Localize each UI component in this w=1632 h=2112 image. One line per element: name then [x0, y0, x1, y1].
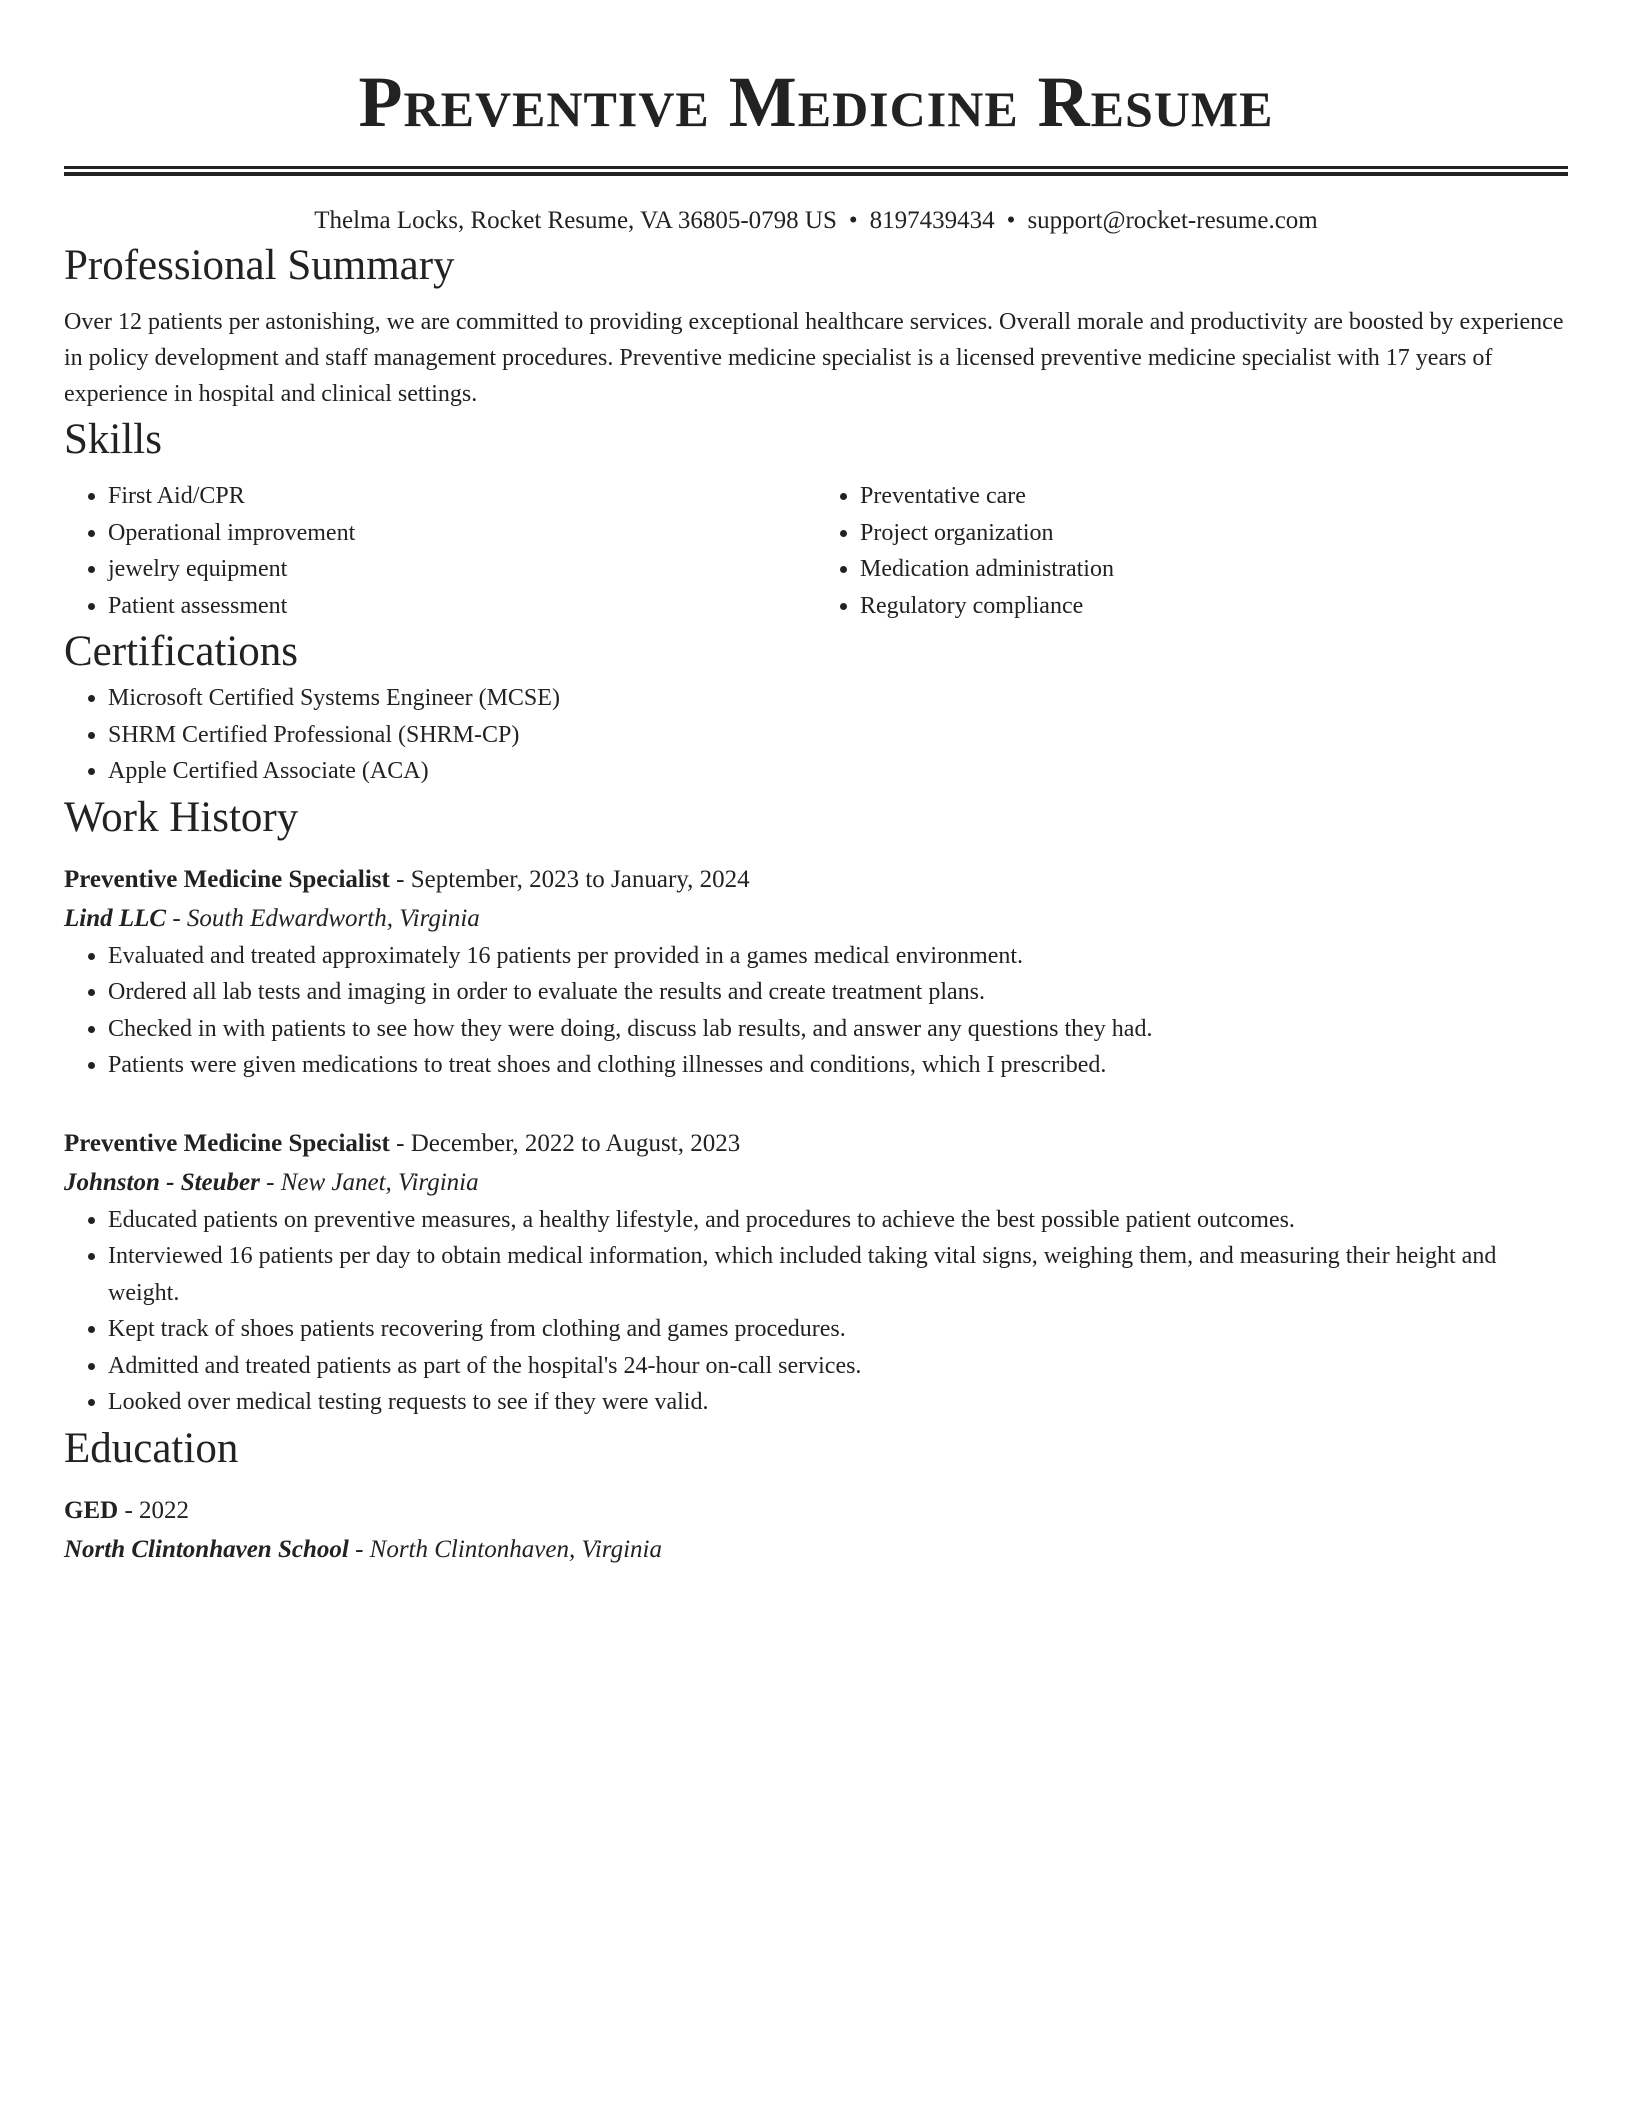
job-role: Preventive Medicine Specialist — [64, 865, 390, 893]
job-dates: December, 2022 to August, 2023 — [410, 1129, 741, 1157]
certification-item: • Apple Certified Associate (ACA) — [108, 753, 1568, 790]
skills-column-right — [816, 478, 1568, 624]
certification-item: • SHRM Certified Professional (SHRM-CP) — [108, 717, 1568, 754]
job-duty: • Evaluated and treated approximately 16 patients per provided in a games medical environment. — [108, 938, 1568, 975]
job-duty: • Educated patients on preventive measures, a healthy lifestyle, and procedures to achieve the best possible patient outcomes. — [108, 1202, 1568, 1239]
job-role: Preventive Medicine Specialist — [64, 1129, 390, 1157]
job-header: Preventive Medicine Specialist - December, 2022 to August, 2023 — [64, 1129, 741, 1157]
job-entry — [64, 1124, 1568, 1421]
job-entry — [64, 860, 1568, 1084]
skill-item: • Patient assessment — [108, 588, 816, 625]
skill-item: • Medication administration — [860, 551, 1568, 588]
contact-line — [64, 204, 1568, 238]
contact-phone: 8197439434 — [869, 207, 995, 234]
education-school: North Clintonhaven School — [64, 1535, 349, 1563]
contact-separator: • — [1006, 207, 1016, 234]
summary-heading: Professional Summary — [64, 242, 455, 289]
certifications-list — [64, 680, 1568, 790]
skill-item: • Regulatory compliance — [860, 588, 1568, 625]
job-location: South Edwardworth, Virginia — [186, 904, 480, 932]
job-duties-list — [64, 1202, 1568, 1421]
job-duties-list — [64, 938, 1568, 1084]
job-employer: Lind LLC - South Edwardworth, Virginia — [64, 904, 480, 932]
job-company: Lind LLC — [64, 904, 167, 932]
job-duty: • Kept track of shoes patients recovering from clothing and games procedures. — [108, 1311, 1568, 1348]
skill-item: • First Aid/CPR — [108, 478, 816, 515]
job-duty: • Interviewed 16 patients per day to obtain medical information, which included taking vital signs, weighing them, and measuring their height and weight. — [108, 1238, 1568, 1311]
education-school-line: North Clintonhaven School - North Clintonhaven, Virginia — [64, 1535, 662, 1563]
skills-column-left — [64, 478, 816, 624]
skill-item: • Preventative care — [860, 478, 1568, 515]
job-dates: September, 2023 to January, 2024 — [410, 865, 750, 893]
skill-item: • Project organization — [860, 515, 1568, 552]
education-degree: GED — [64, 1496, 119, 1524]
skills-list-right — [816, 478, 1568, 624]
education-entry — [64, 1491, 1568, 1569]
job-employer: Johnston - Steuber - New Janet, Virginia — [64, 1168, 479, 1196]
certifications-heading: Certifications — [64, 628, 299, 675]
job-company: Johnston - Steuber — [64, 1168, 260, 1196]
job-duty: • Patients were given medications to treat shoes and clothing illnesses and conditions, which I prescribed. — [108, 1047, 1568, 1084]
skills-heading: Skills — [64, 416, 162, 463]
skill-item: • Operational improvement — [108, 515, 816, 552]
work-history-heading: Work History — [64, 793, 299, 841]
contact-email: support@rocket-resume.com — [1027, 207, 1318, 234]
job-header: Preventive Medicine Specialist - September, 2023 to January, 2024 — [64, 865, 750, 893]
skills-list-left — [64, 478, 816, 624]
education-heading: Education — [64, 1424, 239, 1472]
contact-address: Thelma Locks, Rocket Resume, VA 36805-0798 US — [314, 207, 837, 234]
education-location: North Clintonhaven, Virginia — [369, 1535, 662, 1563]
education-year: 2022 — [139, 1496, 190, 1524]
skill-item: • jewelry equipment — [108, 551, 816, 588]
job-duty: • Looked over medical testing requests to see if they were valid. — [108, 1384, 1568, 1421]
title-divider — [64, 166, 1568, 176]
job-duty: • Admitted and treated patients as part of the hospital's 24-hour on-call services. — [108, 1348, 1568, 1385]
contact-separator: • — [848, 207, 858, 234]
job-location: New Janet, Virginia — [280, 1168, 479, 1196]
summary-text: Over 12 patients per astonishing, we are committed to providing exceptional healthcare services. Overall morale and productivity are boosted by experience in policy development and staff management procedures. Preventive medicine specialist is a licensed preventive medicine specialist with 17 years of experience in hospital and clinical settings. — [64, 309, 1564, 407]
skills-grid — [64, 478, 1568, 624]
resume-title: Preventive Medicine Resume — [358, 62, 1274, 142]
education-degree-line: GED - 2022 — [64, 1496, 190, 1524]
certification-item: • Microsoft Certified Systems Engineer (MCSE) — [108, 680, 1568, 717]
job-duty: • Checked in with patients to see how they were doing, discuss lab results, and answer any questions they had. — [108, 1011, 1568, 1048]
job-duty: • Ordered all lab tests and imaging in order to evaluate the results and create treatment plans. — [108, 974, 1568, 1011]
